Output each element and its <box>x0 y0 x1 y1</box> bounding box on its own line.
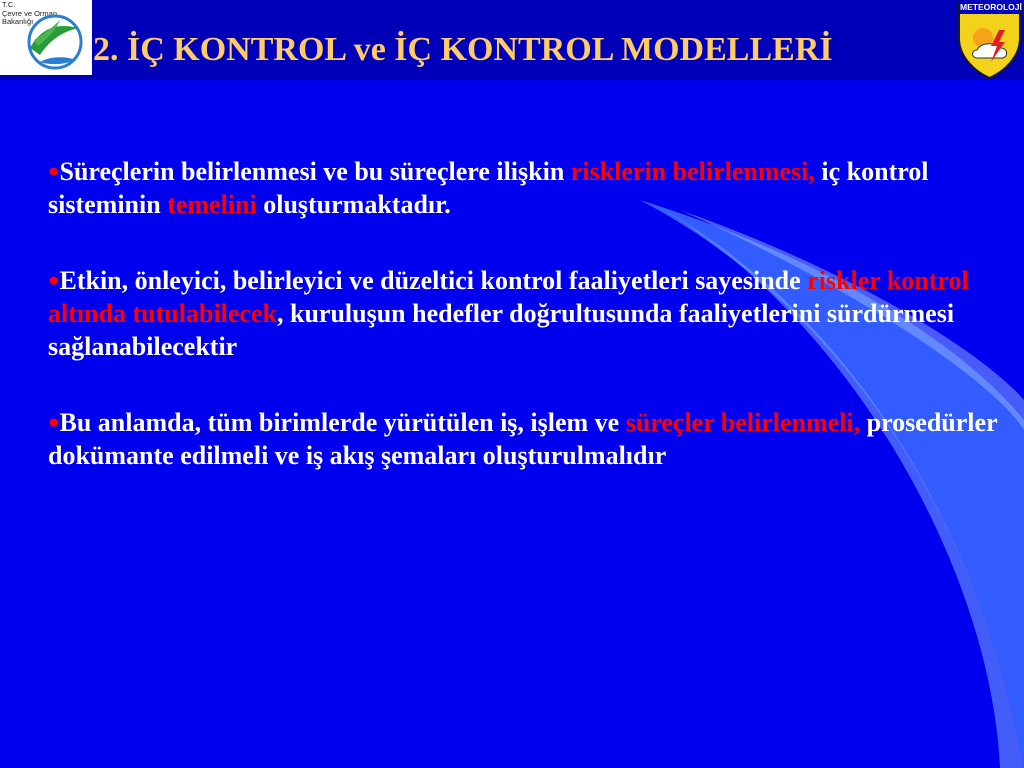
bullet-dot-icon: ● <box>48 412 60 433</box>
bullet-dot-icon: ● <box>48 161 60 182</box>
bullet-item <box>48 264 998 363</box>
bullet-highlight: süreçler belirlenmeli, <box>625 408 861 437</box>
bullet-text: prosedürler dokümante edilmeli ve iş akış şemaları oluşturulmalıdır <box>48 408 998 470</box>
bullet-highlight: temelini <box>167 190 257 219</box>
bullet-item <box>48 155 998 221</box>
bullet-text: Süreçlerin belirlenmesi ve bu süreçlere ilişkin <box>59 157 571 186</box>
bullet-item <box>48 406 998 472</box>
ministry-logo-icon <box>0 0 92 75</box>
slide-title: 2. İÇ KONTROL ve İÇ KONTROL MODELLERİ <box>93 31 833 68</box>
meteoroloji-shield-icon <box>955 0 1024 80</box>
bullet-dot-icon: ● <box>48 270 60 291</box>
ministry-logo-text: T.C. Çevre ve Orman Bakanlığı <box>2 0 58 26</box>
bullet-text: Bu anlamda, tüm birimlerde yürütülen iş, işlem ve <box>59 408 626 437</box>
ministry-logo <box>0 0 92 75</box>
bullet-highlight: risklerin belirlenmesi, <box>570 157 815 186</box>
bullet-highlight: riskler kontrol altında tutulabilecek <box>48 266 969 328</box>
meteoroloji-logo-text: METEOROLOJİ <box>960 2 1022 12</box>
bullet-text: , kuruluşun hedefler doğrultusunda faaliyetlerini sürdürmesi sağlanabilecektir <box>48 299 955 361</box>
bullet-text: iç kontrol sisteminin <box>48 157 929 219</box>
meteoroloji-logo <box>955 0 1024 80</box>
bullet-text: oluşturmaktadır. <box>256 190 451 219</box>
bullet-text: Etkin, önleyici, belirleyici ve düzeltici kontrol faaliyetleri sayesinde <box>59 266 808 295</box>
bullet-list <box>48 155 998 515</box>
